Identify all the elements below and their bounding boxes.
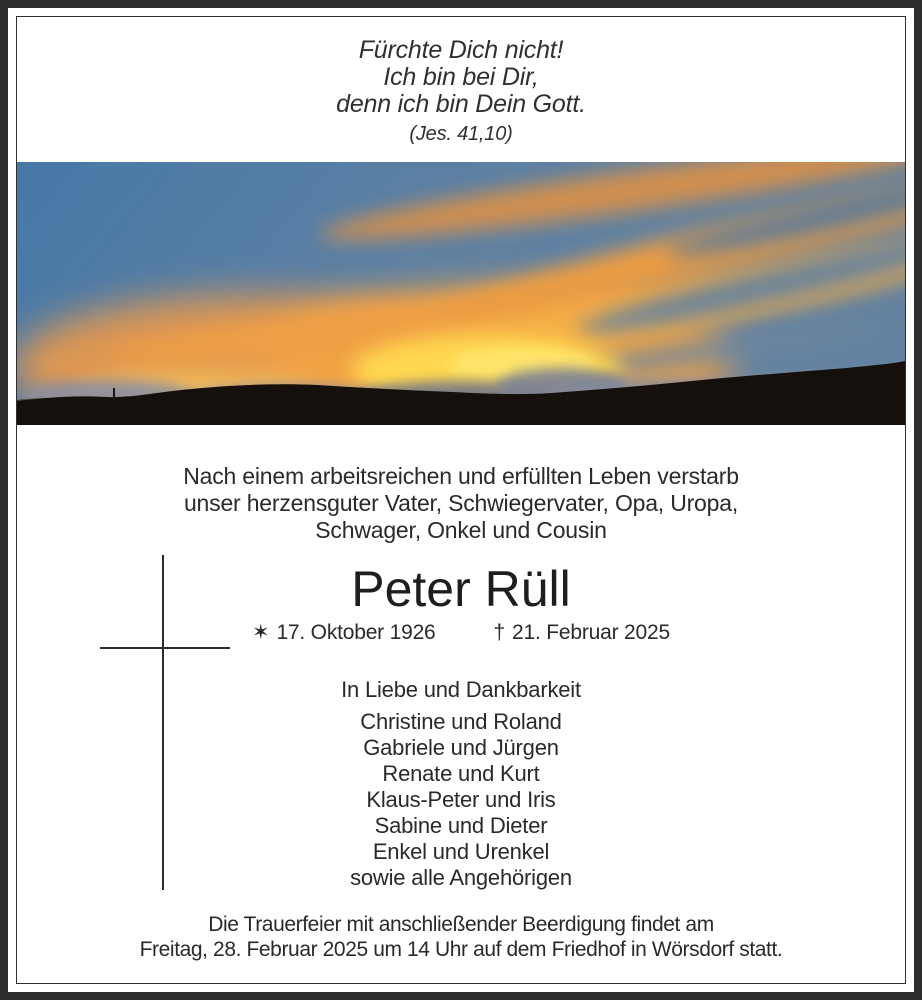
verse-line: Ich bin bei Dir, — [383, 63, 539, 91]
funeral-line: Freitag, 28. Februar 2025 um 14 Uhr auf dem Friedhof in Wörsdorf statt. — [139, 938, 783, 961]
funeral-info — [17, 912, 905, 962]
white-mat — [8, 8, 914, 992]
cross-symbol — [162, 555, 164, 890]
mourner-line: sowie alle Angehörigen — [350, 865, 572, 890]
intro-line: unser herzensguter Vater, Schwiegervater, Opa, Uropa, — [183, 490, 739, 516]
verse-line: Fürchte Dich nicht! — [358, 36, 564, 64]
mourner-line: Klaus-Peter und Iris — [366, 787, 556, 812]
bible-verse — [17, 37, 905, 146]
birth-date-text: 17. Oktober 1926 — [276, 621, 436, 644]
cross-symbol-bar — [100, 647, 230, 649]
birth-date — [252, 621, 436, 645]
verse-reference: (Jes. 41,10) — [409, 123, 513, 145]
mourner-line: Enkel und Urenkel — [372, 839, 550, 864]
intro-line: Schwager, Onkel und Cousin — [315, 517, 607, 543]
obituary-card — [16, 16, 906, 984]
death-date — [494, 621, 670, 645]
intro-text — [17, 463, 905, 544]
death-cross-icon: † — [493, 621, 506, 644]
life-dates — [17, 621, 905, 645]
mourner-line: Christine und Roland — [360, 709, 562, 734]
funeral-line: Die Trauerfeier mit anschließender Beerdigung findet am — [208, 913, 714, 936]
farewell-heading: In Liebe und Dankbarkeit — [341, 677, 581, 702]
mourner-line: Sabine und Dieter — [374, 813, 548, 838]
intro-line: Nach einem arbeitsreichen und erfüllten Leben verstarb — [183, 463, 739, 489]
death-date-text: 21. Februar 2025 — [512, 621, 670, 644]
mourners-list — [17, 709, 905, 891]
verse-line: denn ich bin Dein Gott. — [336, 90, 586, 118]
birth-star-icon: ✶ — [252, 621, 270, 644]
deceased-name: Peter Rüll — [351, 561, 571, 617]
sunset-photo — [17, 162, 905, 425]
mourner-line: Renate und Kurt — [382, 761, 540, 786]
mourner-line: Gabriele und Jürgen — [363, 735, 559, 760]
